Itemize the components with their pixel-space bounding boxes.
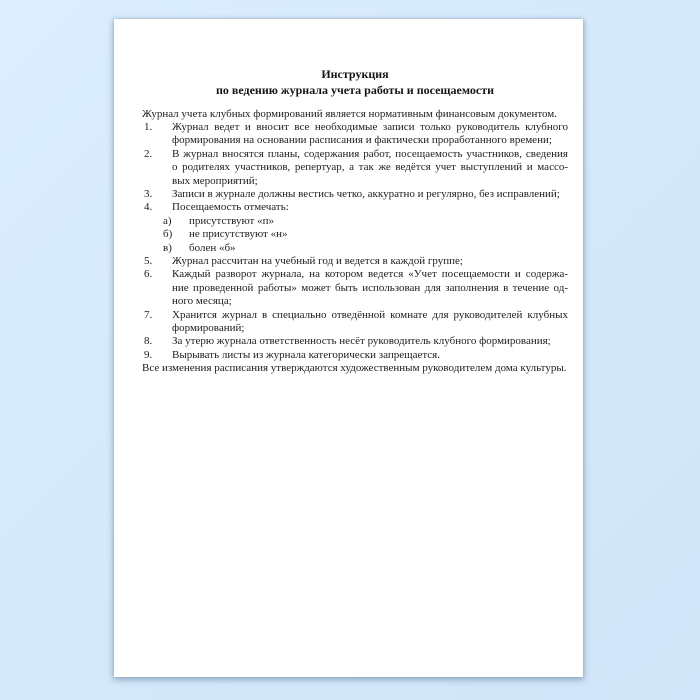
item-line: Журнал ведет и вносит все необходимые записи только руководитель клубного bbox=[172, 120, 568, 133]
item-text bbox=[172, 188, 568, 201]
list-item bbox=[142, 255, 568, 268]
item-number: 3. bbox=[144, 187, 153, 200]
item-text bbox=[172, 255, 568, 268]
item-number: в) bbox=[163, 241, 172, 254]
item-line: формирования на основании расписания и фактически проработанного времени; bbox=[172, 134, 552, 147]
item-line: присутствуют «п» bbox=[189, 214, 274, 227]
item-line: не присутствуют «н» bbox=[189, 228, 288, 241]
item-line: Посещаемость отмечать: bbox=[172, 201, 289, 214]
item-line: формирований; bbox=[172, 322, 245, 334]
item-number: 2. bbox=[144, 147, 153, 160]
list-item bbox=[142, 121, 568, 148]
item-line: Хранится журнал в специально отведённой комнате для руководителей клубных bbox=[172, 308, 568, 321]
item-line: о родителях участников, репертуар, а так же ведётся учет выступлений и массо- bbox=[172, 161, 568, 174]
list-item bbox=[142, 349, 568, 362]
document-content bbox=[142, 19, 568, 376]
list-item bbox=[142, 201, 568, 214]
document-title bbox=[142, 19, 568, 98]
list-item bbox=[142, 268, 568, 308]
item-line: ние проведенной работы» может быть использован для заполнения в течение од- bbox=[172, 281, 568, 294]
item-text bbox=[172, 268, 568, 308]
item-line: Записи в журнале должны вестись четко, аккуратно и регулярно, без исправлений; bbox=[172, 187, 560, 200]
document-page bbox=[114, 19, 583, 677]
item-text bbox=[172, 349, 568, 362]
item-line: вых мероприятий; bbox=[172, 174, 258, 187]
item-text bbox=[172, 121, 568, 148]
item-number: б) bbox=[163, 228, 173, 241]
item-line: Каждый разворот журнала, на котором ведется «Учет посещаемости и содержа- bbox=[172, 268, 568, 281]
intro-paragraph: Журнал учета клубных формирований является нормативным финансовым документом. bbox=[142, 107, 558, 120]
list-subitem bbox=[142, 215, 568, 228]
item-text bbox=[189, 215, 568, 228]
item-line: В журнал вносятся планы, содержания работ, посещаемость участников, сведения bbox=[172, 147, 568, 160]
item-number: а) bbox=[163, 214, 172, 227]
item-line: ного месяца; bbox=[172, 295, 232, 308]
list-item bbox=[142, 335, 568, 348]
title-line-2: по ведению журнала учета работы и посещаемости bbox=[215, 82, 495, 97]
item-text bbox=[172, 309, 568, 336]
item-text bbox=[172, 201, 568, 214]
item-number: 1. bbox=[144, 120, 153, 133]
item-text bbox=[172, 148, 568, 188]
item-line: Вырывать листы из журнала категорически запрещается. bbox=[172, 348, 440, 361]
list-subitem bbox=[142, 242, 568, 255]
item-number: 5. bbox=[144, 254, 153, 267]
item-number: 6. bbox=[144, 268, 153, 281]
item-number: 9. bbox=[144, 348, 153, 361]
item-line: Журнал рассчитан на учебный год и ведется в каждой группе; bbox=[172, 254, 463, 267]
item-text bbox=[172, 335, 568, 348]
item-number: 4. bbox=[144, 201, 153, 214]
item-line: болен «б» bbox=[189, 241, 236, 254]
list-subitem bbox=[142, 228, 568, 241]
item-text bbox=[189, 242, 568, 255]
item-number: 7. bbox=[144, 308, 153, 321]
list-item bbox=[142, 188, 568, 201]
title-line-1: Инструкция bbox=[321, 67, 389, 81]
list-item bbox=[142, 148, 568, 188]
numbered-list bbox=[142, 121, 568, 362]
item-line: За утерю журнала ответственность несёт руководитель клубного формирования; bbox=[172, 335, 551, 348]
closing-paragraph: Все изменения расписания утверждаются художественным руководителем дома культуры. bbox=[142, 362, 567, 375]
list-item bbox=[142, 309, 568, 336]
item-text bbox=[189, 228, 568, 241]
item-number: 8. bbox=[144, 335, 153, 348]
